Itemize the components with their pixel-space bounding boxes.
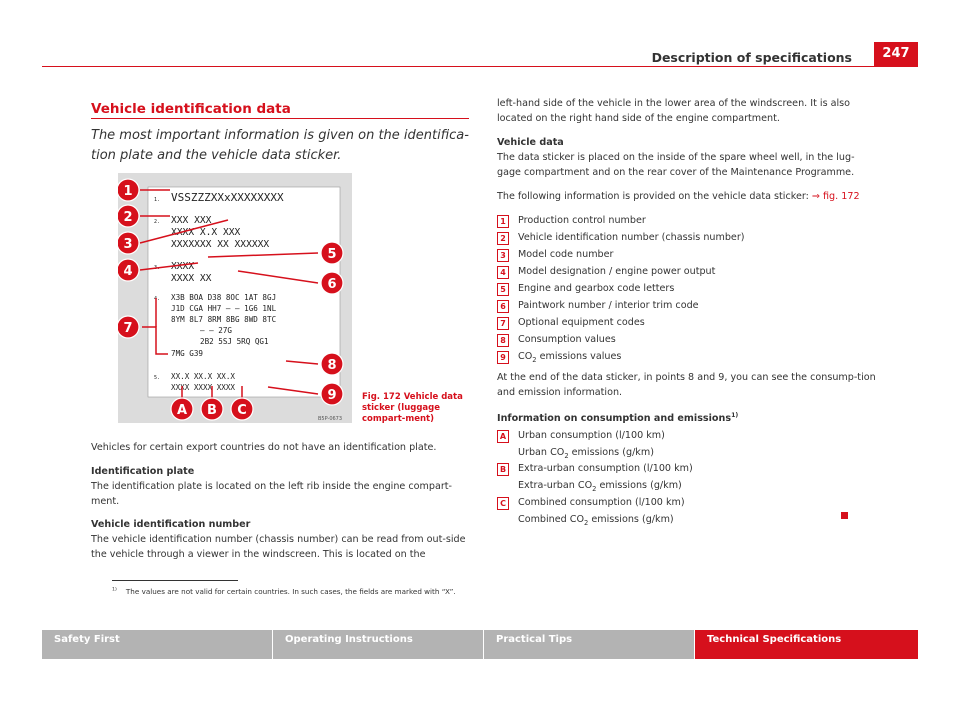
sticker-line-5b: XXXX XXXX XXXX [171,383,236,392]
list-item-label: Paintwork number / interior trim code [518,300,699,311]
heading-vin: Vehicle identification number [91,519,251,530]
paragraph-vin-continued: left-hand side of the vehicle in the lower area of the windscreen. It is also located on the right hand side of the engine compartment. [497,98,851,124]
list-item-label: Model code number [518,249,614,260]
footer-tab-safety-first[interactable]: Safety First [42,630,272,659]
paragraph-consumption-intro: At the end of the data sticker, in points 8 and 9, you can see the consump-tion and emission information. [497,372,876,398]
figure-caption: Fig. 172 Vehicle data sticker (luggage compart-ment) [362,392,463,424]
callout-4-label: 4 [123,264,133,279]
badge-3-icon: 3 [497,249,509,262]
callout-A-label: A [176,403,188,418]
list-item-label: Optional equipment codes [518,317,645,328]
sticker-line-num-4: 4. [154,296,161,302]
sticker-line-2a: XXX XXX [171,215,212,226]
badge-4-icon: 4 [497,266,509,279]
list-item-label: Extra-urban $CO_2$ emissions (g/km) [518,480,682,493]
list-item-label: Model designation / engine power output [518,266,716,277]
badge-6-icon: 6 [497,300,509,313]
list-item-label: Extra-urban consumption (l/100 km) [518,463,693,474]
sticker-line-4b: J1D CGA HH7 — — 1G6 1NL [171,304,277,313]
list-item-label: $CO_2$ emissions values [518,351,622,364]
sticker-line-2b: XXXX X.X XXX [171,227,241,238]
sticker-line-num-3: 3. [154,265,161,271]
sticker-line-num-5: 5. [154,375,161,381]
badge-5-icon: 5 [497,283,509,296]
list-item-label: Production control number [518,215,646,226]
paragraph-vehicle-data: The data sticker is placed on the inside of the spare wheel well, in the lug-gage compartment and on the rear cover of the Maintenance Programme. [497,152,855,178]
footnote-ref: 1) [731,412,739,419]
heading-consumption-emissions: Information on consumption and emissions$^{1)}$ [497,412,739,425]
callout-B-label: B [207,403,217,418]
heading-identification-plate: Identification plate [91,466,195,477]
badge-1-icon: 1 [497,215,509,228]
sticker-line-5a: XX.X XX.X XX.X [171,372,236,381]
paragraph-following-info [497,190,877,205]
sticker-line-num-2: 2. [154,219,161,225]
badge-A-icon: A [497,430,509,443]
callout-C-label: C [237,403,247,418]
running-header-title: Description of specifications [651,50,852,65]
badge-2-icon: 2 [497,232,509,245]
sticker-line-4a: X3B BOA D38 8OC 1AT 8GJ [171,293,277,302]
sticker-line-4e: 2B2 5SJ 5RQ QG1 [200,337,269,346]
callout-3-label: 3 [123,237,133,252]
badge-9-icon: 9 [497,351,509,364]
page-number: 247 [874,42,918,66]
vehicle-data-sticker-figure [118,173,352,423]
section-rule [91,118,469,119]
list-item-label: Urban $CO_2$ emissions (g/km) [518,447,654,460]
footer-tab-operating-instructions[interactable]: Operating Instructions [273,630,483,659]
callout-7-label: 7 [123,321,133,336]
badge-7-icon: 7 [497,317,509,330]
footnote [112,587,456,596]
figure-code: B5P-0673 [318,416,343,422]
paragraph-export-countries: Vehicles for certain export countries do not have an identification plate. [91,442,437,453]
heading-vehicle-data: Vehicle data [497,137,564,148]
paragraph-vin: The vehicle identification number (chassis number) can be read from out-side the vehicle through a viewer in the windscreen. This is located on the [91,534,466,560]
following-info-text: The following information is provided on the vehicle data sticker: [497,191,812,202]
callout-8-label: 8 [327,358,337,373]
figure-reference-link[interactable]: ⇒ fig. 172 [811,191,860,202]
sticker-line-4c: 8YM 8L7 8RM 8BG 8WD 8TC [171,315,277,324]
callout-9-label: 9 [327,388,337,403]
paragraph-identification-plate: The identification plate is located on the left rib inside the engine compart-ment. [91,481,453,507]
badge-B-icon: B [497,463,509,476]
section-intro: The most important information is given on the identifica-tion plate and the vehicle data sticker. [91,128,469,163]
sticker-line-4f: 7MG G39 [171,349,204,358]
list-item-label: Consumption values [518,334,616,345]
list-item-label: Combined $CO_2$ emissions (g/km) [518,514,674,527]
footer-tab-practical-tips[interactable]: Practical Tips [484,630,694,659]
sticker-line-num-1: 1. [154,197,161,203]
badge-C-icon: C [497,497,509,510]
section-end-marker-icon [841,512,848,519]
header-rule [42,66,918,67]
callout-1-label: 1 [123,184,133,199]
list-item-label: Urban consumption (l/100 km) [518,430,665,441]
list-item-label: Combined consumption (l/100 km) [518,497,685,508]
list-item-label: Vehicle identification number (chassis number) [518,232,745,243]
list-item-label: Engine and gearbox code letters [518,283,675,294]
sticker-line-4d: — — 27G [200,326,233,335]
footnote-text: The values are not valid for certain countries. In such cases, the fields are marked with “X”. [125,587,456,596]
callout-6-label: 6 [327,277,337,292]
sticker-line-3b: XXXX XX [171,273,212,284]
footer-tab-technical-specifications[interactable]: Technical Specifications [695,630,918,659]
callout-2-label: 2 [123,210,133,225]
footnote-rule [112,580,238,581]
sticker-line-2c: XXXXXXX XX XXXXXX [171,239,270,250]
badge-8-icon: 8 [497,334,509,347]
section-title: Vehicle identification data [91,101,291,117]
sticker-line-3a: XXXX [171,261,195,272]
footnote-mark: 1) [112,587,117,593]
callout-5-label: 5 [327,247,337,262]
sticker-line-1: VSSZZZXXxXXXXXXXX [171,191,284,204]
